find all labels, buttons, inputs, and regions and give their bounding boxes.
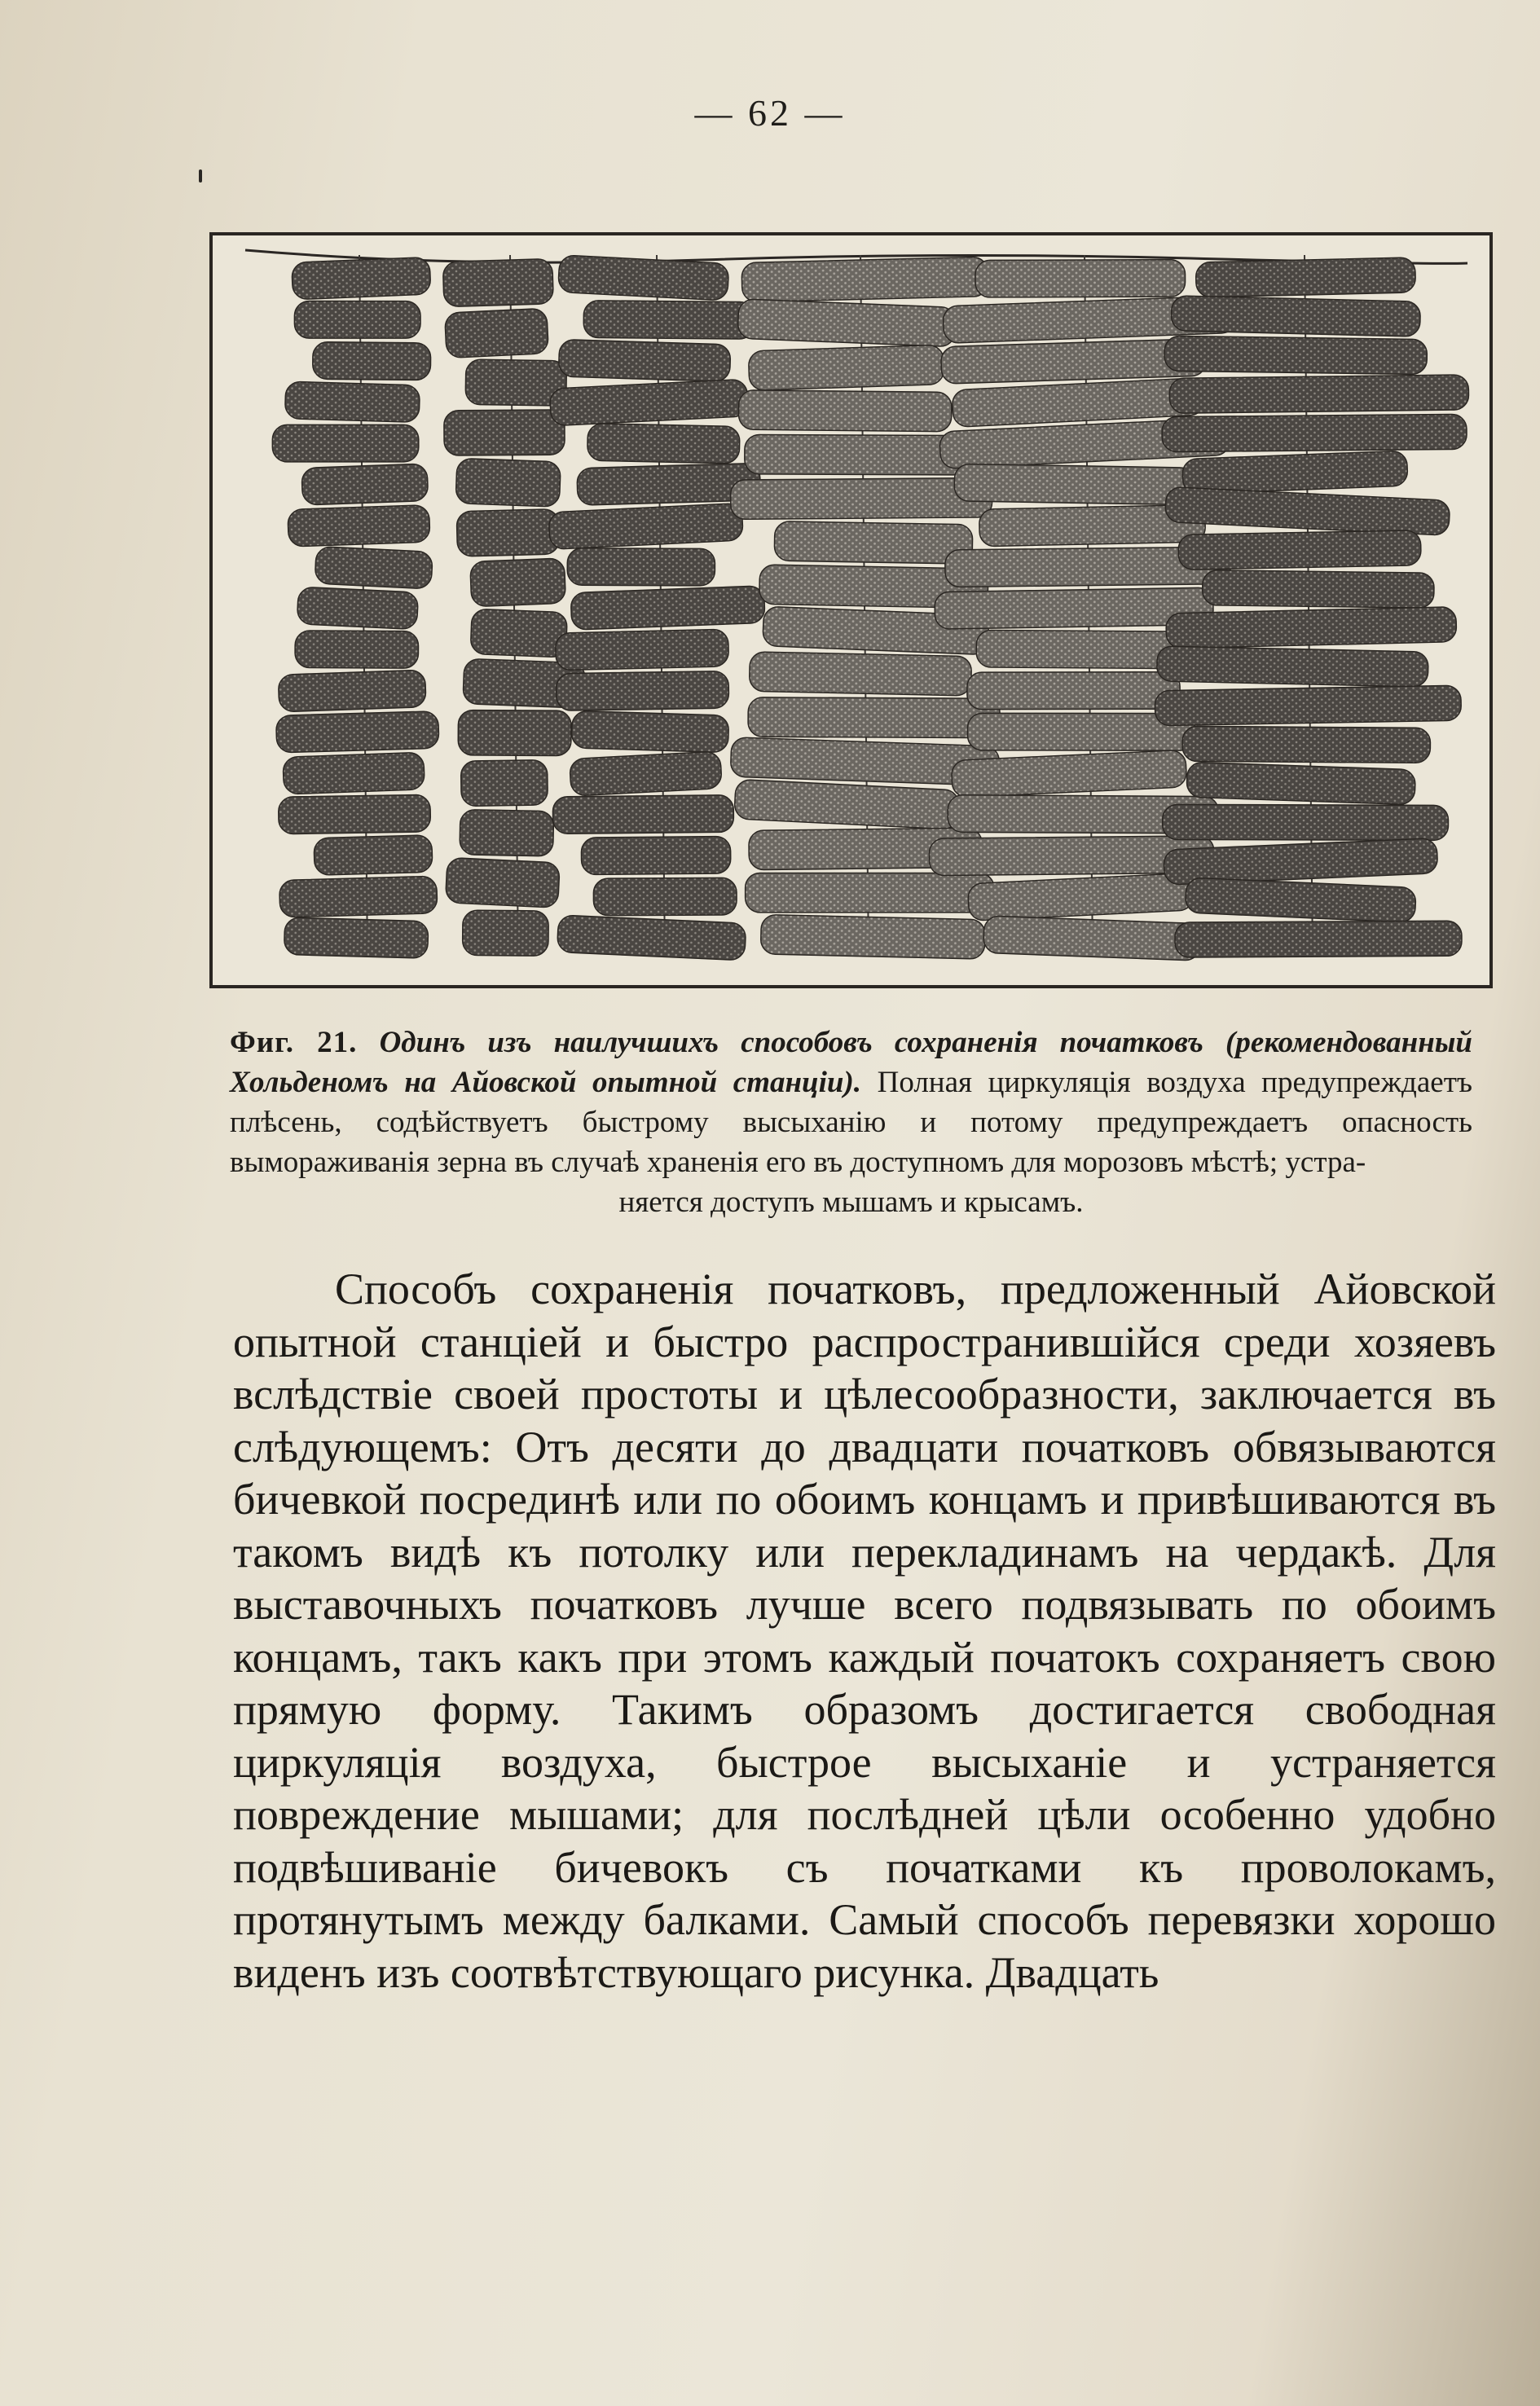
corn-ear-shape — [445, 857, 560, 908]
corn-ear-shape — [583, 301, 755, 339]
corn-ear-shape — [284, 381, 420, 422]
corn-ear-shape — [444, 410, 565, 455]
corn-ear-shape — [278, 794, 430, 834]
corn-ear-shape — [288, 505, 430, 547]
corn-ear-shape — [284, 917, 428, 958]
corn-ear-shape — [1162, 414, 1467, 451]
corn-ear-shape — [745, 434, 969, 475]
corn-ear-shape — [1171, 296, 1420, 336]
corn-ear-shape — [570, 586, 765, 630]
corn-ear-shape — [1175, 921, 1462, 957]
corn-ear-shape — [445, 308, 549, 358]
corn-ear-shape — [455, 458, 561, 507]
corn-ear-shape — [1203, 570, 1435, 609]
corn-ear-shape — [567, 548, 715, 586]
corn-ear-shape — [581, 836, 731, 874]
figure-caption-text: Полная циркуляція воздуха предупреждаетъ плѣсень, содѣйствуетъ быстрому высыханію и потому предупреждаетъ опасность вымораживанія зерна въ случаѣ храненія его въ доступномъ для морозовъ мѣстѣ; устра- — [230, 1066, 1473, 1179]
corn-ear-shape — [552, 795, 733, 834]
corn-ear-shape — [276, 711, 439, 753]
corn-ear-shape — [1186, 762, 1415, 805]
corn-ear-shape — [983, 916, 1201, 961]
figure-caption — [230, 1023, 1472, 1222]
corn-ear-shape — [1164, 336, 1428, 374]
corn-ear-shape — [314, 835, 433, 875]
corn-ear-shape — [967, 672, 1180, 710]
corn-ear-shape — [1182, 726, 1431, 763]
corn-ear-shape — [301, 464, 429, 505]
corn-ear-shape — [967, 873, 1194, 921]
body-paragraph: Способъ сохраненія початковъ, предложенный Айовской опытной станціей и быстро распространившійся среди хозяевъ вслѣдствіе своей простоты и цѣлесообразности, заключается въ слѣдующемъ: Отъ десяти до двадцати початковъ обвязываются бичевкой посрединѣ или по обоимъ концамъ и привѣшиваются въ такомъ видѣ къ потолку или перекладинамъ на чердакѣ. Для выставочныхъ початковъ лучше всего подвязывать по обоимъ концамъ, такъ какъ при этомъ каждый початокъ сохраняетъ свою прямую форму. Такимъ образомъ достигается свободная циркуляція воздуха, быстрое высыханіе и устраняется повреждение мышами; для послѣдней цѣли особенно удобно подвѣшиваніе бичевокъ съ початками къ проволокамъ, протянутымъ между балками. Самый способъ перевязки хорошо виденъ изъ соотвѣтствующаго рисунка. Двадцать — [233, 1265, 1496, 1997]
corn-ear-shape — [570, 751, 722, 796]
figure-caption-italic: Одинъ изъ наилучшихъ способовъ сохраненія початковъ (рекомендованный Хольденомъ на Айовской опытной станціи). — [230, 1026, 1473, 1099]
corn-ear-shape — [738, 390, 952, 432]
corn-ear-shape — [470, 609, 567, 658]
corn-ear-shape — [1166, 607, 1457, 649]
corn-ear-shape — [315, 546, 433, 589]
corn-ear-shape — [737, 299, 956, 347]
corn-ear-shape — [741, 257, 988, 302]
corn-ear-shape — [954, 464, 1195, 504]
corn-ear-shape — [470, 558, 566, 607]
corn-ear-shape — [731, 477, 992, 519]
corn-ear-shape — [463, 910, 549, 956]
corn-ear-shape — [1185, 878, 1416, 922]
corn-ear-shape — [593, 878, 737, 915]
corn-ear-shape — [774, 521, 973, 564]
corn-ear-shape — [442, 258, 553, 306]
corn-ear-shape — [1195, 257, 1415, 297]
corn-ear-shape — [1169, 375, 1469, 414]
corn-ear-shape — [748, 697, 1000, 738]
figure-label: Фиг. 21. — [230, 1026, 358, 1059]
corn-ear-shape — [294, 301, 420, 339]
corn-ear-shape — [1157, 646, 1429, 687]
corn-ear-shape — [558, 340, 730, 382]
figure-caption-last-line: няется доступъ мышамъ и крысамъ. — [618, 1185, 1084, 1219]
corn-ear-shape — [556, 671, 728, 711]
corn-ear-shape — [295, 631, 419, 668]
corn-ear-shape — [1182, 451, 1408, 495]
corn-ear-shape — [548, 503, 743, 549]
ink-mark — [199, 169, 202, 183]
corn-ear-shape — [278, 670, 426, 712]
page-number: — 62 — — [694, 92, 846, 134]
corn-ear-shape — [571, 710, 729, 752]
corn-ear-shape — [558, 255, 729, 301]
corn-ear-shape — [1165, 486, 1450, 535]
corn-ear-shape — [279, 876, 438, 917]
corn-ear-shape — [458, 710, 571, 755]
corn-ear-shape — [746, 873, 994, 912]
corn-ear-shape — [1178, 530, 1421, 570]
corn-ear-shape — [556, 629, 729, 670]
corn-ear-shape — [460, 810, 554, 857]
corn-ear-shape — [557, 915, 746, 961]
hanging-corn-ears-icon — [213, 235, 1489, 985]
corn-ear-shape — [1163, 804, 1449, 840]
corn-ear-shape — [456, 509, 560, 556]
corn-ear-shape — [587, 424, 740, 464]
corn-ear-shape — [749, 652, 971, 696]
corn-ear-shape — [272, 424, 418, 462]
corn-ear-shape — [292, 257, 431, 300]
corn-ear-shape — [460, 760, 548, 807]
corn-ear-shape — [760, 914, 985, 959]
corn-ear-shape — [283, 752, 425, 794]
corn-ear-shape — [313, 342, 431, 380]
corn-ear-shape — [297, 587, 418, 630]
corn-ear-shape — [748, 345, 944, 390]
corn-ear-shape — [734, 779, 960, 829]
corn-ear-shape — [549, 379, 748, 426]
figure-illustration — [209, 232, 1493, 988]
corn-ear-shape — [1155, 685, 1461, 726]
corn-ear-shape — [975, 260, 1186, 297]
